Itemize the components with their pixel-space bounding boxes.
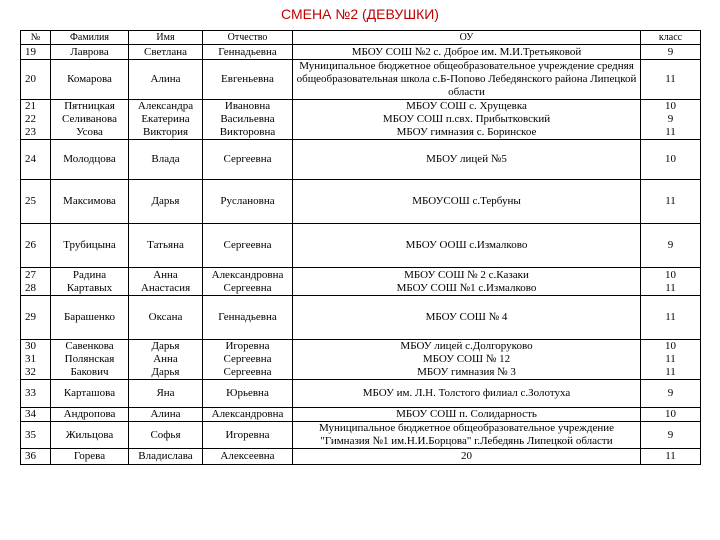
cell-surname: Молодцова [51, 140, 129, 180]
column-header-patronymic: Отчество [203, 31, 293, 45]
cell-surname: Барашенко [51, 296, 129, 340]
cell-number: 29 [21, 296, 51, 340]
table-row [21, 140, 701, 180]
cell-grade: 9 [641, 422, 701, 449]
cell-school: МБОУ СОШ п. Солидарность [293, 408, 641, 422]
cell-number: 24 [21, 140, 51, 180]
cell-school: МБОУ СОШ № 2 с.Казаки МБОУ СОШ №1 с.Измалково [293, 268, 641, 296]
cell-name: Алина [129, 60, 203, 100]
cell-surname: Жильцова [51, 422, 129, 449]
cell-surname: Радина Картавых [51, 268, 129, 296]
cell-patronymic: Алексеевна [203, 449, 293, 465]
cell-grade: 11 [641, 60, 701, 100]
cell-grade: 9 [641, 380, 701, 408]
table-row [21, 45, 701, 60]
cell-surname: Пятницкая Селиванова Усова [51, 100, 129, 140]
cell-surname: Лаврова [51, 45, 129, 60]
cell-name: Светлана [129, 45, 203, 60]
table-header-row [21, 31, 701, 45]
cell-grade: 11 [641, 296, 701, 340]
cell-school: МБОУ СОШ с. Хрущевка МБОУ СОШ п.свх. Прибытковский МБОУ гимназия с. Боринское [293, 100, 641, 140]
table-row [21, 340, 701, 380]
cell-surname: Комарова [51, 60, 129, 100]
cell-patronymic: Сергеевна [203, 140, 293, 180]
cell-patronymic: Игоревна Сергеевна Сергеевна [203, 340, 293, 380]
cell-school: МБОУ лицей с.Долгоруково МБОУ СОШ № 12 МБОУ гимназия № 3 [293, 340, 641, 380]
cell-name: Яна [129, 380, 203, 408]
column-header-name: Имя [129, 31, 203, 45]
cell-school: МБОУ им. Л.Н. Толстого филиал с.Золотуха [293, 380, 641, 408]
cell-number: 19 [21, 45, 51, 60]
cell-grade: 9 [641, 45, 701, 60]
cell-grade: 10 [641, 140, 701, 180]
cell-grade: 10 11 11 [641, 340, 701, 380]
cell-grade: 11 [641, 449, 701, 465]
table-row [21, 408, 701, 422]
cell-name: Софья [129, 422, 203, 449]
cell-name: Влада [129, 140, 203, 180]
cell-patronymic: Александровна [203, 408, 293, 422]
page-title: СМЕНА №2 (ДЕВУШКИ) [281, 6, 439, 22]
cell-surname: Трубицына [51, 224, 129, 268]
cell-number: 20 [21, 60, 51, 100]
cell-number: 26 [21, 224, 51, 268]
cell-school: МБОУ лицей №5 [293, 140, 641, 180]
cell-school: МБОУСОШ с.Тербуны [293, 180, 641, 224]
column-header-school: ОУ [293, 31, 641, 45]
table-row [21, 224, 701, 268]
cell-name: Дарья [129, 180, 203, 224]
participants-table [20, 30, 701, 465]
cell-number: 33 [21, 380, 51, 408]
cell-surname: Максимова [51, 180, 129, 224]
cell-surname: Карташова [51, 380, 129, 408]
cell-grade: 9 [641, 224, 701, 268]
cell-name: Оксана [129, 296, 203, 340]
column-header-number: № [21, 31, 51, 45]
cell-grade: 10 9 11 [641, 100, 701, 140]
table-row [21, 380, 701, 408]
cell-number: 21 22 23 [21, 100, 51, 140]
cell-patronymic: Руслановна [203, 180, 293, 224]
cell-number: 30 31 32 [21, 340, 51, 380]
cell-patronymic: Игоревна [203, 422, 293, 449]
table-row [21, 100, 701, 140]
cell-name: Алина [129, 408, 203, 422]
cell-name: Владислава [129, 449, 203, 465]
cell-number: 35 [21, 422, 51, 449]
table-row [21, 180, 701, 224]
cell-grade: 10 11 [641, 268, 701, 296]
table-row [21, 60, 701, 100]
cell-surname: Савенкова Полянская Бакович [51, 340, 129, 380]
cell-surname: Горева [51, 449, 129, 465]
cell-school: МБОУ СОШ № 4 [293, 296, 641, 340]
cell-grade: 10 [641, 408, 701, 422]
cell-number: 27 28 [21, 268, 51, 296]
cell-name: Дарья Анна Дарья [129, 340, 203, 380]
cell-patronymic: Ивановна Васильевна Викторовна [203, 100, 293, 140]
table-row [21, 422, 701, 449]
cell-patronymic: Евгеньевна [203, 60, 293, 100]
cell-school: МБОУ СОШ №2 с. Доброе им. М.И.Третьяковой [293, 45, 641, 60]
table-row [21, 296, 701, 340]
cell-patronymic: Александровна Сергеевна [203, 268, 293, 296]
cell-patronymic: Юрьевна [203, 380, 293, 408]
cell-name: Татьяна [129, 224, 203, 268]
cell-number: 34 [21, 408, 51, 422]
cell-name: Анна Анастасия [129, 268, 203, 296]
table-row [21, 268, 701, 296]
cell-surname: Андропова [51, 408, 129, 422]
cell-name: Александра Екатерина Виктория [129, 100, 203, 140]
column-header-surname: Фамилия [51, 31, 129, 45]
cell-patronymic: Геннадьевна [203, 45, 293, 60]
cell-patronymic: Сергеевна [203, 224, 293, 268]
cell-school: Муниципальное бюджетное общеобразовательное учреждение "Гимназия №1 им.Н.И.Борцова" г.Лебедянь Липецкой области [293, 422, 641, 449]
column-header-grade: класс [641, 31, 701, 45]
cell-number: 36 [21, 449, 51, 465]
cell-number: 25 [21, 180, 51, 224]
cell-patronymic: Геннадьевна [203, 296, 293, 340]
table-row [21, 449, 701, 465]
cell-school: 20 [293, 449, 641, 465]
cell-grade: 11 [641, 180, 701, 224]
cell-school: Муниципальное бюджетное общеобразовательное учреждение средняя общеобразовательная школа с.Б-Попово Лебедянского района Липецкой области [293, 60, 641, 100]
cell-school: МБОУ ООШ с.Измалково [293, 224, 641, 268]
